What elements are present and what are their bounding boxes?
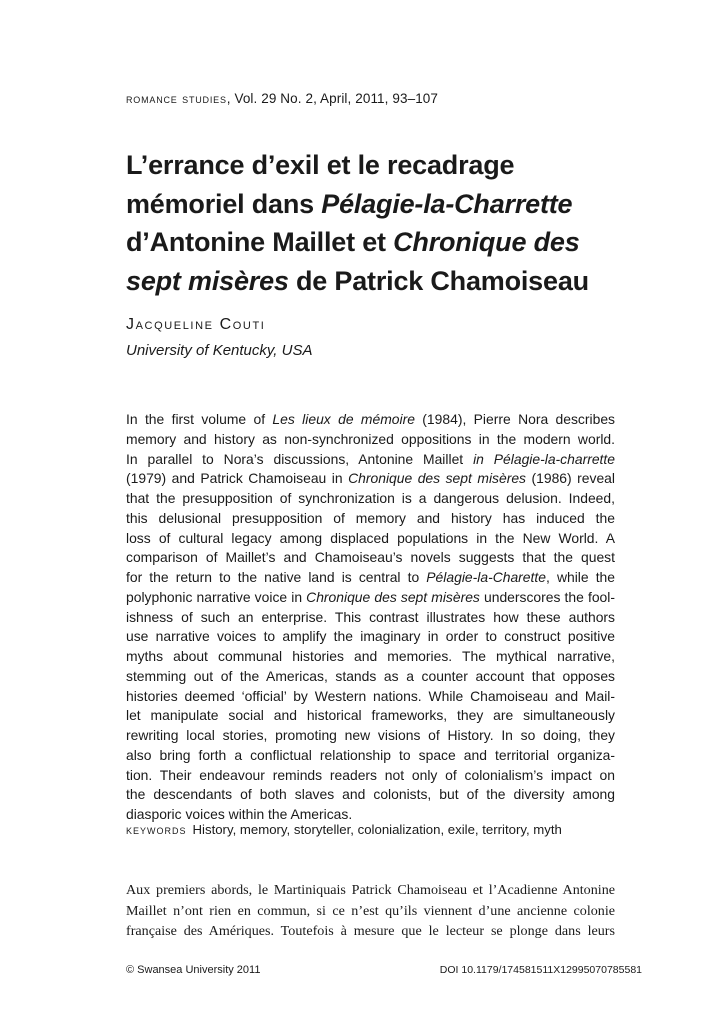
abstract-line: tion. Their endeavour reminds readers not only of colonialism’s impact on — [126, 766, 615, 783]
journal-name: romance studies — [126, 91, 227, 106]
abstract-line: the descendants of both slaves and colonists, but of the diversity among — [126, 786, 615, 803]
abstract-line: also bring forth a conflictual relationship to space and territorial organiza- — [126, 746, 615, 763]
keywords — [126, 822, 615, 837]
body-text — [126, 880, 615, 942]
journal-citation — [126, 91, 606, 106]
title-line — [126, 223, 606, 262]
title-italic-text: Pélagie-la-Charrette — [321, 188, 573, 219]
abstract-line: that the presupposition of synchronization is a dangerous delusion. Indeed, — [126, 490, 615, 506]
abstract-line: diasporic voices within the Americas. — [126, 806, 353, 822]
abstract-line: memory and history as non-synchronized oppositions in the modern world. — [126, 430, 615, 447]
title-line: L’errance d’exil et le recadrage — [126, 150, 515, 180]
title-text: de Patrick Chamoiseau — [288, 265, 589, 296]
abstract-line: histories deemed ‘official’ by Western nations. While Chamoiseau and Mail- — [126, 687, 615, 704]
abstract-line: stemming out of the Americas, stands as a counter account that opposes — [126, 667, 615, 684]
doi: DOI 10.1179/174581511X12995070785581 — [439, 964, 642, 976]
abstract-line: (1979) and Patrick Chamoiseau in Chronique des sept misères (1986) reveal — [126, 470, 615, 487]
title-line — [126, 185, 606, 224]
abstract — [126, 410, 615, 825]
title-line — [126, 262, 606, 301]
abstract-line: use narrative voices to amplify the imaginary in order to construct positive — [126, 628, 615, 645]
title-italic-text: Chronique des — [393, 227, 580, 257]
body-line: Aux premiers abords, le Martiniquais Patrick Chamoiseau et l’Acadienne Antonine — [126, 882, 615, 898]
abstract-line: myths about communal histories and memories. The mythical narrative, — [126, 648, 615, 664]
abstract-line: let manipulate social and historical frameworks, they are simultaneously — [126, 707, 615, 724]
abstract-line: ishness of such an enterprise. This contrast illustrates how these authors — [126, 608, 615, 625]
title-italic-text: sept misères — [126, 265, 289, 296]
abstract-line: In parallel to Nora’s discussions, Antonine Maillet in Pélagie-la-charrette — [126, 450, 615, 467]
copyright-notice: © Swansea University 2011 — [126, 964, 261, 976]
title-text: mémoriel dans — [126, 188, 322, 219]
abstract-line: polyphonic narrative voice in Chronique des sept misères underscores the fool- — [126, 588, 615, 605]
abstract-line: for the return to the native land is central to Pélagie-la-Charette, while the — [126, 569, 615, 585]
title-text: d’Antonine Maillet et — [126, 227, 394, 257]
body-line: Maillet n’ont rien en commun, si ce n’est qu’ils viennent d’une ancienne colonie — [126, 902, 615, 919]
journal-volume-info: , Vol. 29 No. 2, April, 2011, 93–107 — [226, 91, 439, 106]
author-name: Jacqueline Couti — [126, 316, 266, 333]
body-line: française des Amériques. Toutefois à mesure que le lecteur se plonge dans leurs — [126, 923, 615, 939]
author-affiliation: University of Kentucky, USA — [126, 342, 313, 359]
keywords-list: History, memory, storyteller, colonialization, exile, territory, myth — [192, 822, 562, 837]
abstract-line: comparison of Maillet’s and Chamoiseau’s novels suggests that the quest — [126, 549, 615, 566]
article-title — [126, 146, 606, 300]
abstract-line: loss of cultural legacy among displaced populations in the New World. A — [126, 529, 615, 546]
abstract-line: this delusional presupposition of memory and history has induced the — [126, 509, 615, 526]
abstract-line: In the first volume of Les lieux de mémoire (1984), Pierre Nora describes — [126, 411, 615, 427]
keywords-label: keywords — [126, 823, 187, 837]
abstract-line: rewriting local stories, promoting new visions of History. In so doing, they — [126, 727, 615, 743]
